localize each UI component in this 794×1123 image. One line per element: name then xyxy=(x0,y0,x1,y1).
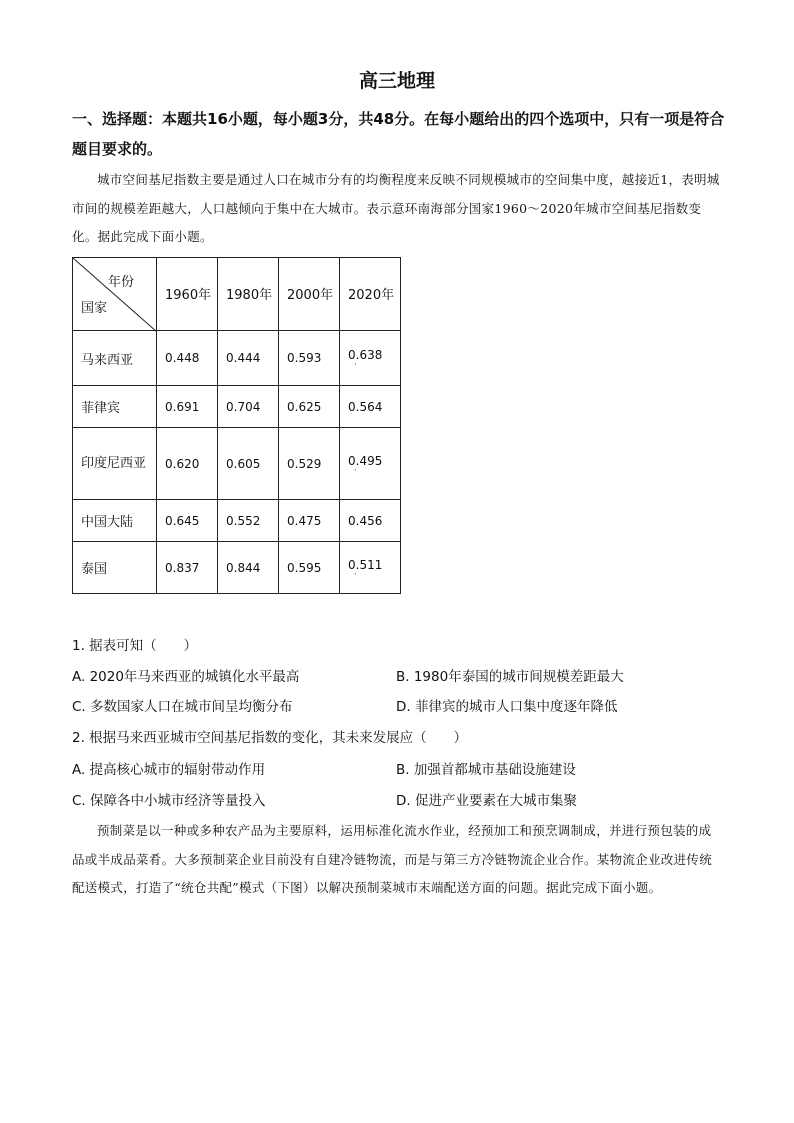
year-header: 2020年 xyxy=(340,258,401,331)
q1-option-b[interactable]: B. 1980年泰国的城市间规模差距最大 xyxy=(396,669,624,685)
table-row xyxy=(73,331,401,386)
section-heading: 一、选择题：本题共16小题，每小题3分，共48分。在每小题给出的四个选项中，只有一项是符合题目要求的。 xyxy=(72,110,725,158)
year-header: 1960年 xyxy=(157,258,218,331)
question-2-stem: 2. 根据马来西亚城市空间基尼指数的变化，其未来发展应（ ） xyxy=(72,730,468,746)
value-cell: 0.837 xyxy=(157,542,218,594)
value-cell: 0.529 xyxy=(279,428,340,500)
value-text: 0.495 xyxy=(348,453,383,468)
value-text: 0.511 xyxy=(348,557,383,572)
q2-option-d[interactable]: D. 促进产业要素在大城市集聚 xyxy=(396,793,577,809)
value-cell: 0.448 xyxy=(157,331,218,386)
value-cell: 0.495 · xyxy=(340,428,401,500)
corner-year-label: 年份 xyxy=(107,275,134,290)
table-row xyxy=(73,500,401,542)
gini-table xyxy=(72,257,401,594)
value-cell: 0.638 · xyxy=(340,331,401,386)
table-header-row xyxy=(73,258,401,331)
passage-gini: 城市空间基尼指数主要是通过人口在城市分有的均衡程度来反映不同规模城市的空间集中度，越接近1，表明城市间的规模差距越大，人口越倾向于集中在大城市。表示意环南海部分国家1960～2020年城市空间基尼指数变化。据此完成下面小题。 xyxy=(72,172,720,244)
passage-prefab: 预制菜是以一种或多种农产品为主要原料，运用标准化流水作业，经预加工和预烹调制成，并进行预包装的成品或半成品菜肴。大多预制菜企业目前没有自建冷链物流，而是与第三方冷链物流企业合作。某物流企业改进传统配送模式，打造了“统仓共配”模式（下图）以解决预制菜城市末端配送方面的问题。据此完成下面小题。 xyxy=(72,823,713,895)
value-cell: 0.605 xyxy=(218,428,279,500)
diagonal-line xyxy=(73,258,157,332)
table-row xyxy=(73,428,401,500)
value-text: 0.638 xyxy=(348,348,383,362)
country-cell: 菲律宾 xyxy=(73,386,157,428)
value-cell: 0.620 xyxy=(157,428,218,500)
q2-option-b[interactable]: B. 加强首都城市基础设施建设 xyxy=(396,762,576,778)
value-cell: 0.475 xyxy=(279,500,340,542)
country-cell: 印度尼西亚 xyxy=(73,428,157,500)
value-cell: 0.625 xyxy=(279,386,340,428)
year-header: 2000年 xyxy=(279,258,340,331)
value-cell: 0.691 xyxy=(157,386,218,428)
value-cell: 0.593 xyxy=(279,331,340,386)
country-cell: 马来西亚 xyxy=(73,331,157,386)
value-cell: 0.456 xyxy=(340,500,401,542)
table-row xyxy=(73,542,401,594)
value-cell: 0.704 xyxy=(218,386,279,428)
value-cell: 0.645 xyxy=(157,500,218,542)
value-cell: 0.844 xyxy=(218,542,279,594)
value-cell: 0.444 xyxy=(218,331,279,386)
value-cell: 0.552 xyxy=(218,500,279,542)
corner-country-label: 国家 xyxy=(81,301,108,316)
q1-option-c[interactable]: C. 多数国家人口在城市间呈均衡分布 xyxy=(72,699,293,715)
q1-option-a[interactable]: A. 2020年马来西亚的城镇化水平最高 xyxy=(72,669,300,685)
value-cell: 0.595 xyxy=(279,542,340,594)
q1-option-d[interactable]: D. 菲律宾的城市人口集中度逐年降低 xyxy=(396,699,618,715)
table-corner-cell xyxy=(73,258,157,331)
country-cell: 泰国 xyxy=(73,542,157,594)
q2-option-c[interactable]: C. 保障各中小城市经济等量投入 xyxy=(72,793,266,809)
q2-option-a[interactable]: A. 提高核心城市的辐射带动作用 xyxy=(72,762,266,778)
page-title: 高三地理 xyxy=(358,70,435,92)
year-header: 1980年 xyxy=(218,258,279,331)
value-cell: 0.564 xyxy=(340,386,401,428)
value-cell: 0.511 · xyxy=(340,542,401,594)
question-1-stem: 1. 据表可知（ ） xyxy=(72,638,198,654)
table-row xyxy=(73,386,401,428)
country-cell: 中国大陆 xyxy=(73,500,157,542)
